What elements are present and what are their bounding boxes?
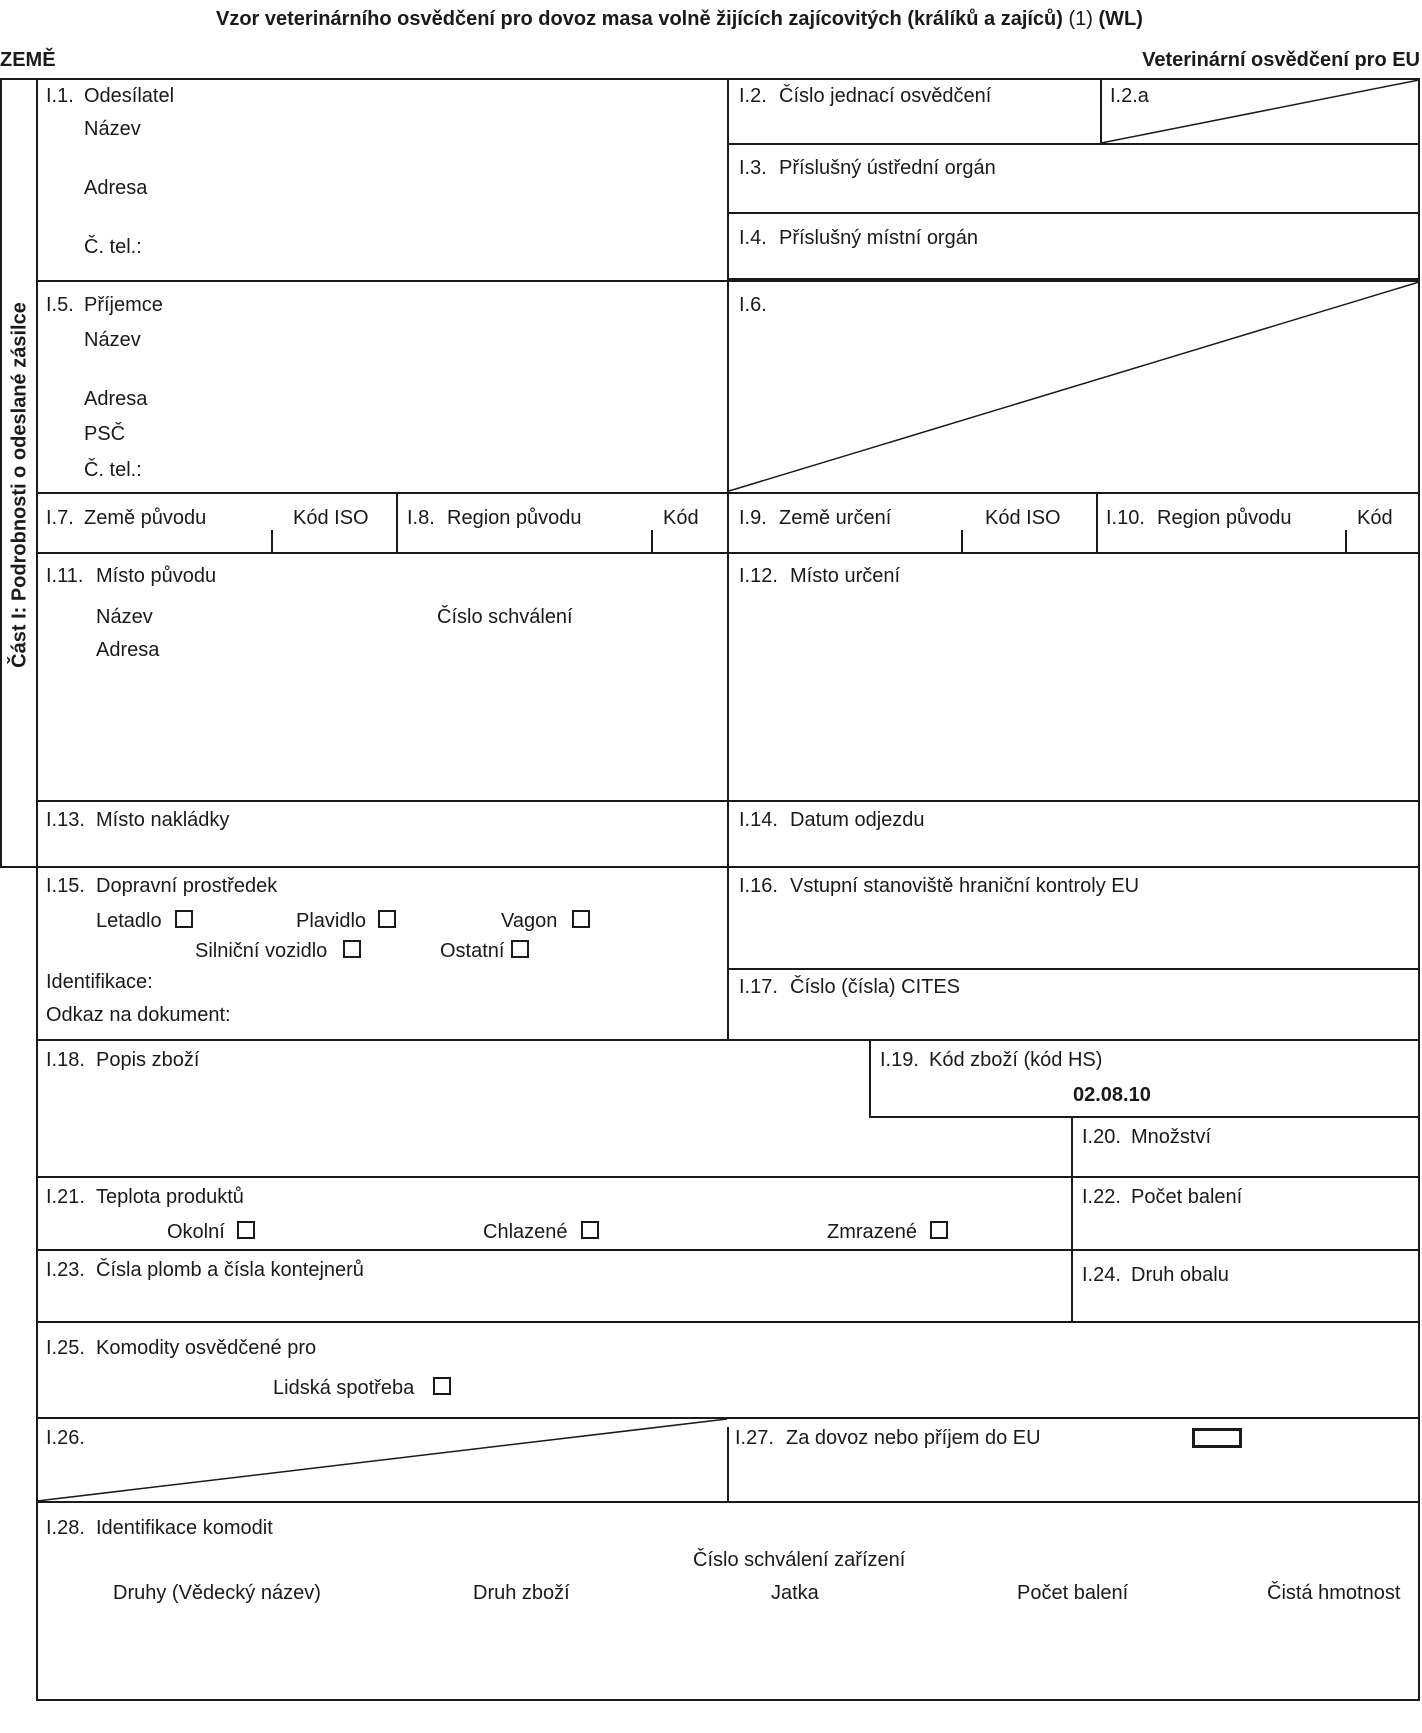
consignee-postcode-label: PSČ <box>84 423 126 445</box>
box-number: I.15. <box>46 875 85 897</box>
hs-code-value: 02.08.10 <box>1073 1084 1151 1106</box>
transport-other-label: Ostatní <box>440 940 505 962</box>
box-number: I.21. <box>46 1186 85 1208</box>
departure-date-label: Datum odjezdu <box>790 809 925 831</box>
box-number: I.4. <box>739 227 767 249</box>
seal-numbers-label: Čísla plomb a čísla kontejnerů <box>96 1259 364 1281</box>
origin-approval-label: Číslo schválení <box>437 606 573 628</box>
transport-road-checkbox[interactable] <box>343 940 361 958</box>
box-number: I.17. <box>739 976 778 998</box>
consignor-tel-label: Č. tel.: <box>84 236 142 258</box>
place-of-origin-label: Místo původu <box>96 565 217 587</box>
temp-chilled-checkbox[interactable] <box>581 1221 599 1239</box>
goods-description-label: Popis zboží <box>96 1049 200 1071</box>
human-consumption-checkbox[interactable] <box>433 1377 451 1395</box>
col-species: Druhy (Vědecký název) <box>113 1582 321 1604</box>
box-number: I.13. <box>46 809 85 831</box>
temp-ambient-label: Okolní <box>167 1221 225 1243</box>
hs-code-label: Kód zboží (kód HS) <box>929 1049 1103 1071</box>
box-number: I.27. <box>735 1427 774 1449</box>
col-slaughterhouse: Jatka <box>771 1582 819 1604</box>
box-number: I.2. <box>739 85 767 107</box>
identification-label: Identifikace: <box>46 971 153 993</box>
title-code: (WL) <box>1098 8 1143 30</box>
box-number: I.5. <box>46 294 74 316</box>
consignor-address-label: Adresa <box>84 177 148 199</box>
transport-plane-label: Letadlo <box>96 910 162 932</box>
destination-country-iso-label: Kód ISO <box>985 507 1061 529</box>
box-number: I.24. <box>1082 1264 1121 1286</box>
consignee-tel-label: Č. tel.: <box>84 459 142 481</box>
place-of-destination-label: Místo určení <box>790 565 901 587</box>
box-number: I.14. <box>739 809 778 831</box>
origin-region-code-label: Kód <box>663 507 699 529</box>
certified-for-label: Komodity osvědčené pro <box>96 1337 317 1359</box>
consignor-name-label: Název <box>84 118 141 140</box>
box-number: I.3. <box>739 157 767 179</box>
temp-frozen-label: Zmrazené <box>827 1221 918 1243</box>
certificate-label: Veterinární osvědčení pro EU <box>1142 49 1420 71</box>
box-number: I.16. <box>739 875 778 897</box>
box-number-2a: I.2.a <box>1110 85 1149 107</box>
box-number: I.1. <box>46 85 74 107</box>
origin-country-iso-label: Kód ISO <box>293 507 369 529</box>
col-nature-of-goods: Druh zboží <box>473 1582 570 1604</box>
destination-country-label: Země určení <box>779 507 892 529</box>
cites-label: Číslo (čísla) CITES <box>790 976 961 998</box>
origin-name-label: Název <box>96 606 153 628</box>
import-into-eu-label: Za dovoz nebo příjem do EU <box>786 1427 1041 1449</box>
central-authority-label: Příslušný ústřední orgán <box>779 157 996 179</box>
origin-country-label: Země původu <box>84 507 207 529</box>
human-consumption-label: Lidská spotřeba <box>273 1377 415 1399</box>
consignor-label: Odesílatel <box>84 85 175 107</box>
transport-wagon-checkbox[interactable] <box>572 910 590 928</box>
title-footnote: (1) <box>1068 8 1093 30</box>
consignee-label: Příjemce <box>84 294 163 316</box>
packaging-type-label: Druh obalu <box>1131 1264 1229 1286</box>
box-number: I.18. <box>46 1049 85 1071</box>
box-number: I.22. <box>1082 1186 1121 1208</box>
box-number: I.23. <box>46 1259 85 1281</box>
col-net-weight: Čistá hmotnost <box>1267 1582 1401 1604</box>
box-number-26: I.26. <box>46 1427 85 1449</box>
box-number: I.19. <box>880 1049 919 1071</box>
transport-wagon-label: Vagon <box>501 910 558 932</box>
transport-road-label: Silniční vozidlo <box>195 940 328 962</box>
temperature-label: Teplota produktů <box>96 1186 244 1208</box>
country-label: ZEMĚ <box>0 49 56 71</box>
box-number: I.25. <box>46 1337 85 1359</box>
temp-ambient-checkbox[interactable] <box>237 1221 255 1239</box>
col-approval-number: Číslo schválení zařízení <box>693 1549 906 1571</box>
transport-label: Dopravní prostředek <box>96 875 278 897</box>
quantity-label: Množství <box>1131 1126 1212 1148</box>
import-into-eu-checkbox[interactable] <box>1192 1428 1242 1448</box>
box-number: I.20. <box>1082 1126 1121 1148</box>
origin-region-label: Region původu <box>447 507 582 529</box>
transport-ship-label: Plavidlo <box>296 910 367 932</box>
box-number: I.7. <box>46 507 74 529</box>
box-number: I.9. <box>739 507 767 529</box>
section-side-label: Část I: Podrobnosti o odeslané zásilce <box>8 302 31 668</box>
place-of-loading-label: Místo nakládky <box>96 809 230 831</box>
box-number-6: I.6. <box>739 294 767 316</box>
transport-ship-checkbox[interactable] <box>378 910 396 928</box>
local-authority-label: Příslušný místní orgán <box>779 227 978 249</box>
origin-address-label: Adresa <box>96 639 160 661</box>
transport-other-checkbox[interactable] <box>511 940 529 958</box>
box-number: I.11. <box>46 565 84 587</box>
document-reference-label: Odkaz na dokument: <box>46 1004 231 1026</box>
temp-chilled-label: Chlazené <box>483 1221 568 1243</box>
consignee-address-label: Adresa <box>84 388 148 410</box>
destination-region-code-label: Kód <box>1357 507 1393 529</box>
box-number: I.28. <box>46 1517 85 1539</box>
box-number: I.8. <box>407 507 435 529</box>
certificate-reference-label: Číslo jednací osvědčení <box>779 85 992 107</box>
title-text: Vzor veterinárního osvědčení pro dovoz masa volně žijících zajícovitých (králíků a zajíců) <box>216 8 1063 30</box>
temp-frozen-checkbox[interactable] <box>930 1221 948 1239</box>
transport-plane-checkbox[interactable] <box>175 910 193 928</box>
destination-region-label: Region původu <box>1157 507 1292 529</box>
commodity-identification-label: Identifikace komodit <box>96 1517 273 1539</box>
box-number: I.12. <box>739 565 778 587</box>
consignee-name-label: Název <box>84 329 141 351</box>
col-number-of-packages: Počet balení <box>1017 1582 1129 1604</box>
box-number: I.10. <box>1106 507 1145 529</box>
border-post-label: Vstupní stanoviště hraniční kontroly EU <box>790 875 1140 897</box>
packages-count-label: Počet balení <box>1131 1186 1243 1208</box>
